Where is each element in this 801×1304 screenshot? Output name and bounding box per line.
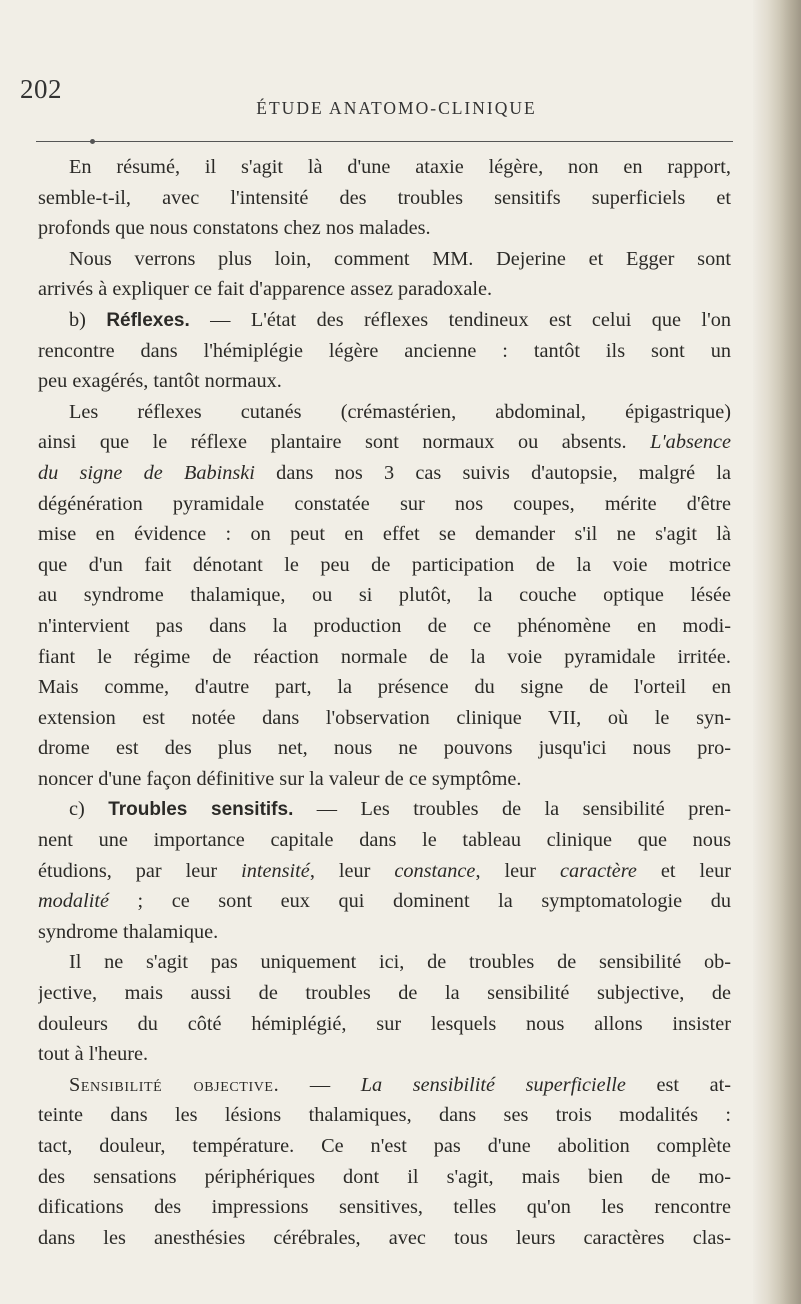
text-line [38,519,731,550]
text-run: peu exagérés, tantôt normaux. [38,370,282,393]
text-run: et leur [636,859,731,882]
text-run: Nous verrons plus loin, comment MM. Dejerine et Egger sont [69,247,731,270]
text-run: des sensations périphériques dont il s'agit, mais bien de mo- [38,1165,731,1188]
text-run: douleurs du côté hémiplégié, sur lesquels nous allons insister [38,1012,731,1035]
text-run: mise en évidence : on peut en effet se demander s'il ne s'agit là [38,523,731,546]
italic-text: L'absence [650,431,731,454]
text-run: Mais comme, d'autre part, la présence du signe de l'orteil en [38,676,731,699]
text-run: c) [69,798,109,821]
text-run: dégénération pyramidale constatée sur nos coupes, mérite d'être [38,492,731,515]
text-line [38,458,731,489]
text-line [38,917,731,948]
text-run: ainsi que le réflexe plantaire sont normaux ou absents. [38,431,651,454]
text-line [38,947,731,978]
text-run: ; ce sont eux qui dominent la symptomatologie du [108,890,731,913]
text-line [38,825,731,856]
text-run: semble-t-il, avec l'intensité des troubles sensitifs superficiels et [38,186,731,209]
text-line [38,550,731,581]
text-line [38,336,731,367]
text-run: jective, mais aussi de troubles de la sensibilité subjective, de [38,982,731,1005]
italic-text: constance [394,859,476,882]
text-run: drome est des plus net, nous ne pouvons jusqu'ici nous pro- [38,737,731,760]
text-line [38,886,731,917]
text-line [38,1070,731,1101]
text-line [38,305,731,336]
text-line [38,1009,731,1040]
text-run: rencontre dans l'hémiplégie légère ancienne : tantôt ils sont un [38,339,731,362]
text-line [38,274,731,305]
text-run: Il ne s'agit pas uniquement ici, de troubles de sensibilité ob- [69,951,731,974]
running-title: ÉTUDE ANATOMO-CLINIQUE [256,98,537,118]
text-line [38,794,731,825]
text-line [38,580,731,611]
subsection-heading: Sensibilité objective. [69,1073,280,1096]
text-line [38,152,731,183]
text-run: que d'un fait dénotant le peu de participation de la voie motrice [38,553,731,576]
text-run: b) [69,308,107,331]
text-line [38,1100,731,1131]
text-line [38,1162,731,1193]
text-line [38,764,731,795]
text-run: , leur [309,859,395,882]
text-line [38,489,731,520]
text-run: tout à l'heure. [38,1043,149,1066]
text-run: dans les anesthésies cérébrales, avec tous leurs caractères clas- [38,1226,731,1249]
text-run: En résumé, il s'agit là d'une ataxie légère, non en rapport, [69,156,731,178]
text-run: difications des impressions sensitives, telles qu'on les rencontre [38,1196,731,1219]
page-gutter-shadow [753,0,801,1304]
text-line [38,1192,731,1223]
text-run: nent une importance capitale dans le tableau clinique que nous [38,829,731,852]
text-line [38,427,731,458]
text-line [38,672,731,703]
text-line [38,1039,731,1070]
text-run: dans nos 3 cas suivis d'autopsie, malgré la [254,461,731,484]
header-rule [36,141,733,142]
italic-text: La sensibilité superficielle [360,1073,626,1096]
section-heading: Réflexes. [106,309,190,331]
text-line [38,978,731,1009]
italic-text: intensité [241,859,310,882]
text-run: extension est notée dans l'observation clinique VII, où le syn- [38,706,731,729]
text-line [38,1131,731,1162]
text-run: — L'état des réflexes tendineux est celui que l'on [189,308,731,331]
text-line [38,642,731,673]
text-run: — [279,1073,361,1096]
text-run: , leur [475,859,560,882]
text-run: au syndrome thalamique, ou si plutôt, la couche optique lésée [38,584,731,607]
text-run: étudions, par leur [38,859,242,882]
text-run: teinte dans les lésions thalamiques, dans ses trois modalités : [38,1104,731,1127]
section-heading: Troubles sensitifs. [108,799,294,821]
text-line [38,244,731,275]
text-line [38,213,731,244]
text-run: — Les troubles de la sensibilité pren- [293,798,731,821]
text-run: est at- [625,1073,731,1096]
text-line [38,611,731,642]
italic-text: caractère [559,859,637,882]
text-line [38,183,731,214]
text-run: n'intervient pas dans la production de ce phénomène en modi- [38,614,731,637]
text-run: profonds que nous constatons chez nos malades. [38,217,431,240]
text-line [38,1223,731,1254]
text-run: syndrome thalamique. [38,920,219,943]
text-line [38,733,731,764]
text-run: arrivés à expliquer ce fait d'apparence assez paradoxale. [38,278,493,301]
text-line [38,703,731,734]
text-line [38,366,731,397]
text-line [38,856,731,887]
text-line [38,397,731,428]
text-run: Les réflexes cutanés (crémastérien, abdominal, épigastrique) [69,400,731,423]
body-text [38,152,731,1253]
text-run: fiant le régime de réaction normale de la voie pyramidale irritée. [38,645,731,668]
italic-text: du signe de Babinski [38,461,255,484]
page-number: 202 [20,74,62,104]
text-run: tact, douleur, température. Ce n'est pas d'une abolition complète [38,1135,731,1157]
text-run: noncer d'une façon définitive sur la valeur de ce symptôme. [38,767,522,790]
italic-text: modalité [38,890,109,913]
